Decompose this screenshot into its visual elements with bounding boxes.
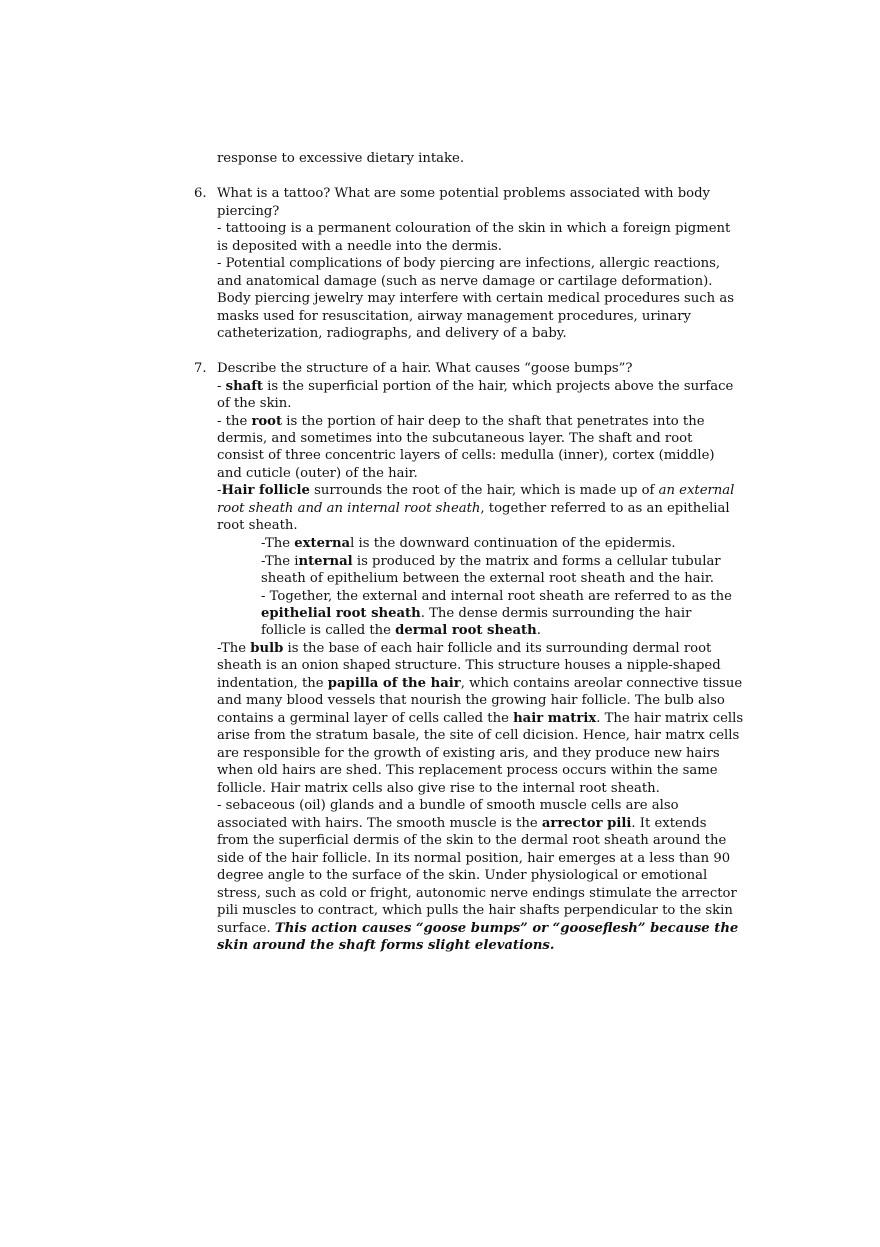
q6-answer-tattoo: - tattooing is a permanent colouration of the skin in which a foreign pigment bbox=[217, 221, 731, 236]
bulb-line: indentation, the papilla of the hair, which contains areolar connective tissue bbox=[217, 676, 743, 691]
bulb-line: arise from the stratum basale, the site of cell dicision. Hence, hair matrx cells bbox=[217, 728, 740, 743]
sebaceous-line: degree angle to the surface of the skin. Under physiological or emotional bbox=[217, 868, 708, 883]
sebaceous-line: pili muscles to contract, which pulls the hair shafts perpendicular to the skin bbox=[217, 903, 733, 918]
root-line: - the root is the portion of hair deep to the shaft that penetrates into the bbox=[217, 414, 705, 429]
bulb-line: contains a germinal layer of cells called the hair matrix. The hair matrix cells bbox=[217, 711, 744, 726]
term-internal: nternal bbox=[298, 554, 353, 569]
term-root: root bbox=[251, 414, 283, 429]
q6-question: piercing? bbox=[217, 204, 280, 219]
sebaceous-line: associated with hairs. The smooth muscle is the arrector pili. It extends bbox=[217, 816, 707, 831]
goose-bumps-conclusion: skin around the shaft forms slight elevations. bbox=[217, 938, 555, 953]
bulb-line: follicle. Hair matrix cells also give rise to the internal root sheath. bbox=[217, 781, 660, 796]
shaft-line: - shaft is the superficial portion of the hair, which projects above the surface bbox=[217, 379, 734, 394]
term-external: externa bbox=[294, 536, 351, 551]
goose-bumps-conclusion: This action causes “goose bumps” or “gooseflesh” because the bbox=[274, 921, 739, 936]
bulb-line: when old hairs are shed. This replacement process occurs within the same bbox=[217, 763, 718, 778]
together-line: follicle is called the dermal root sheath. bbox=[261, 623, 541, 638]
internal-sheath-line: -The internal is produced by the matrix and forms a cellular tubular bbox=[261, 554, 721, 569]
root-line: dermis, and sometimes into the subcutaneous layer. The shaft and root bbox=[217, 431, 693, 446]
term-dermal-root-sheath: dermal root sheath bbox=[395, 623, 537, 638]
external-sheath-line: -The external is the downward continuation of the epidermis. bbox=[261, 536, 676, 551]
q7-question: Describe the structure of a hair. What causes “goose bumps”? bbox=[217, 361, 633, 376]
q6-answer-piercing: - Potential complications of body piercing are infections, allergic reactions, bbox=[217, 256, 721, 271]
follicle-line: -Hair follicle surrounds the root of the hair, which is made up of an external bbox=[217, 483, 735, 498]
q7-number: 7. bbox=[194, 361, 207, 376]
q6-question: What is a tattoo? What are some potential problems associated with body bbox=[217, 186, 710, 201]
bulb-line: -The bulb is the base of each hair follicle and its surrounding dermal root bbox=[217, 641, 712, 656]
term-hair-follicle: Hair follicle bbox=[221, 483, 310, 498]
term-epithelial-root-sheath: epithelial root sheath bbox=[261, 606, 421, 621]
shaft-line: of the skin. bbox=[217, 396, 292, 411]
sebaceous-line: stress, such as cold or fright, autonomic nerve endings stimulate the arrector bbox=[217, 886, 737, 901]
term-papilla: papilla of the hair bbox=[327, 676, 461, 691]
q6-answer-piercing: Body piercing jewelry may interfere with certain medical procedures such as bbox=[217, 291, 734, 306]
internal-sheath-line: sheath of epithelium between the external root sheath and the hair. bbox=[261, 571, 714, 586]
sebaceous-line: from the superficial dermis of the skin to the dermal root sheath around the bbox=[217, 833, 727, 848]
sebaceous-line: - sebaceous (oil) glands and a bundle of smooth muscle cells are also bbox=[217, 798, 679, 813]
q6-answer-piercing: catheterization, radiographs, and delivery of a baby. bbox=[217, 326, 567, 341]
together-line: epithelial root sheath. The dense dermis surrounding the hair bbox=[261, 606, 692, 621]
term-arrector-pili: arrector pili bbox=[541, 816, 632, 831]
together-line: - Together, the external and internal root sheath are referred to as the bbox=[261, 589, 732, 604]
q6-answer-tattoo: is deposited with a needle into the dermis. bbox=[217, 239, 502, 254]
term-bulb: bulb bbox=[250, 641, 284, 656]
bulb-line: sheath is an onion shaped structure. This structure houses a nipple-shaped bbox=[217, 658, 721, 673]
q6-answer-piercing: masks used for resuscitation, airway management procedures, urinary bbox=[217, 309, 691, 324]
q6-answer-piercing: and anatomical damage (such as nerve damage or cartilage deformation). bbox=[217, 274, 713, 289]
sebaceous-line: side of the hair follicle. In its normal position, hair emerges at a less than 90 bbox=[217, 851, 731, 866]
bulb-line: and many blood vessels that nourish the growing hair follicle. The bulb also bbox=[217, 693, 725, 708]
bulb-line: are responsible for the growth of existing aris, and they produce new hairs bbox=[217, 746, 720, 761]
sebaceous-line bbox=[217, 937, 554, 955]
term-hair-matrix: hair matrix bbox=[513, 711, 597, 726]
follicle-line: root sheath and an internal root sheath, together referred to as an epithelial bbox=[217, 501, 730, 516]
root-line: and cuticle (outer) of the hair. bbox=[217, 466, 418, 481]
continuation-line: response to excessive dietary intake. bbox=[217, 151, 465, 166]
follicle-line: root sheath. bbox=[217, 518, 298, 533]
root-line: consist of three concentric layers of cells: medulla (inner), cortex (middle) bbox=[217, 448, 715, 463]
term-shaft: shaft bbox=[225, 379, 263, 394]
sebaceous-line: surface. This action causes “goose bumps” or “gooseflesh” because the bbox=[217, 921, 739, 936]
q6-number: 6. bbox=[194, 186, 207, 201]
